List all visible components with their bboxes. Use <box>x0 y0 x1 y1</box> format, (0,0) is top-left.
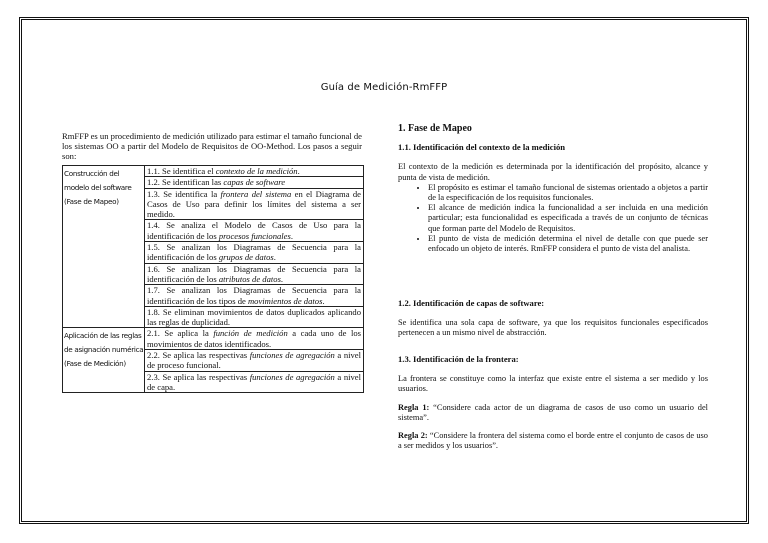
list-item: • El propósito es estimar el tamaño funcional de sistemas orientado a objetos a partir de la especificación de los requisitos funcionales. <box>428 183 708 203</box>
step-1-1: 1.1. Se identifica el contexto de la medición. <box>145 166 363 177</box>
step-1-8: 1.8. Se eliminan movimientos de datos duplicados aplicando las reglas de duplicidad. <box>147 306 361 328</box>
boundary-paragraph: La frontera se constituye como la interfaz que existe entre el sistema a ser medido y los usuarios. <box>398 374 708 394</box>
list-item: • El alcance de medición indica la funcionalidad a ser incluida en una medición particular; esta funcionalidad es especificada a través de un conjunto de técnicas que forman parte del Modelo de Requisitos. <box>428 203 708 234</box>
row-label-mapping: Construcción del modelo del software (Fase de Mapeo) <box>63 166 145 328</box>
page-title: Guía de Medición-RmFFP <box>320 82 448 93</box>
step-1-5: 1.5. Se analizan los Diagramas de Secuencia para la identificación de los grupos de datos. <box>147 242 361 263</box>
intro-paragraph: RmFFP es un procedimiento de medición utilizado para estimar el tamaño funcional de los sistemas OO a partir del Modelo de Requisitos de OO-Method. Los pasos a seguir son: <box>62 130 362 162</box>
step-1-6: 1.6. Se analizan los Diagramas de Secuencia para la identificación de los atributos de datos. <box>147 263 361 284</box>
row-steps-measurement <box>145 328 364 393</box>
row-steps-mapping <box>145 166 364 328</box>
subheading-layers: 1.2. Identificación de capas de software: <box>398 298 545 308</box>
section-layers <box>398 298 708 339</box>
list-item: • El punto de vista de medición determina el nivel de detalle con que puede ser enfocado un objeto de interés. RmFFP considera el punto de vista del analista. <box>428 234 708 254</box>
rule-1-label: Regla 1: <box>398 402 430 412</box>
table-row <box>63 328 364 393</box>
section-boundary <box>398 354 708 451</box>
step-2-2: 2.2. Se aplica las respectivas funciones de agregación a nivel de proceso funcional. <box>147 350 362 371</box>
subheading-context: 1.1. Identificación del contexto de la medición <box>398 142 566 153</box>
step-1-2: 1.2. Se identifican las capas de software <box>145 177 363 188</box>
step-2-3: 2.3. Se aplica las respectivas funciones de agregación a nivel de capa. <box>147 371 362 392</box>
section-mapping <box>398 124 708 254</box>
subheading-boundary: 1.3. Identificación de la frontera: <box>398 354 519 364</box>
rule-1 <box>398 403 708 423</box>
rule-1-text: “Considere cada actor de un diagrama de casos de uso como un usuario del sistema”. <box>398 402 708 422</box>
context-paragraph: El contexto de la medición es determinada por la identificación del propósito, alcance y punta de vista de medición. <box>398 162 708 182</box>
steps-table <box>62 165 364 393</box>
rule-2-text: “Considere la frontera del sistema como el borde entre el conjunto de casos de uso a ser medidos y los usuarios”. <box>398 431 708 451</box>
heading-phase-mapping: 1. Fase de Mapeo <box>398 123 472 134</box>
row-label-measurement: Aplicación de las reglas de asignación numérica (Fase de Medición) <box>63 328 145 393</box>
rule-2-label: Regla 2: <box>398 431 428 441</box>
step-2-1: 2.1. Se aplica la función de medición a cada uno de los movimientos de datos identificados. <box>147 328 362 349</box>
step-1-3: 1.3. Se identifica la frontera del sistema en el Diagrama de Casos de Uso para definir los límites del sistema a ser medido. <box>147 188 361 220</box>
context-bullets <box>398 183 708 254</box>
step-1-4: 1.4. Se analiza el Modelo de Casos de Uso para la identificación de los procesos funcionales. <box>147 220 361 241</box>
table-row <box>63 166 364 328</box>
rule-2 <box>398 431 708 451</box>
step-1-7: 1.7. Se analizan los Diagramas de Secuencia para la identificación de los tipos de movimientos de datos. <box>147 285 361 306</box>
layers-paragraph: Se identifica una sola capa de software, ya que los requisitos funcionales especificados pertenecen a un mismo nivel de abstracción. <box>398 318 708 338</box>
